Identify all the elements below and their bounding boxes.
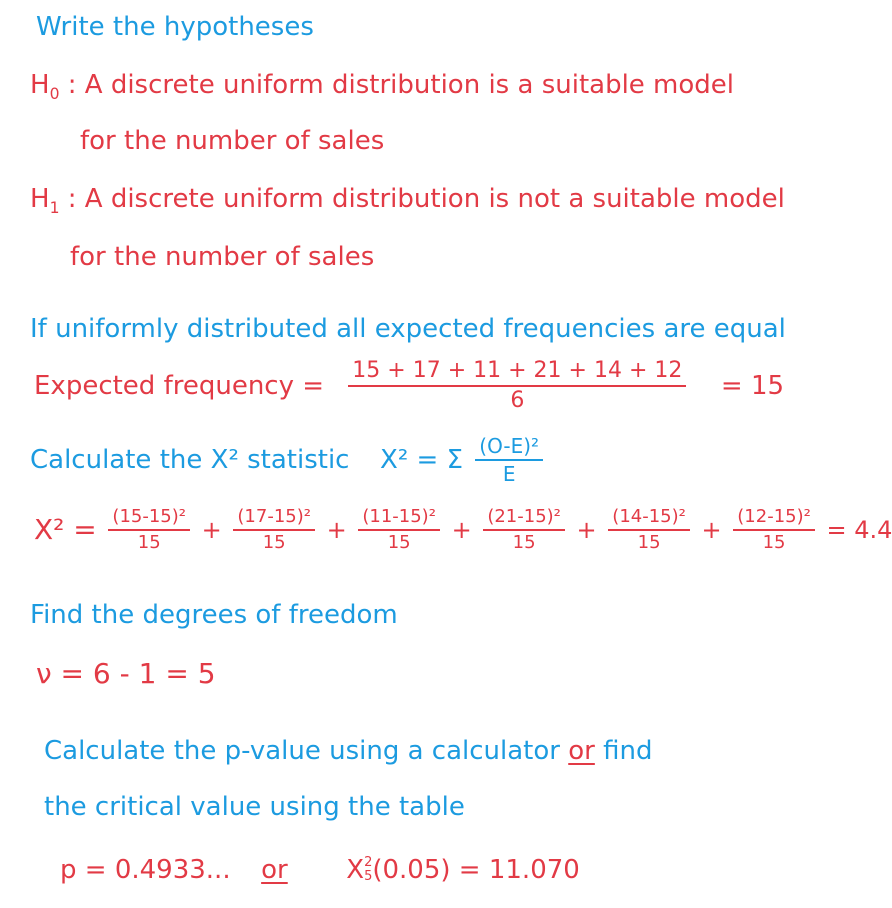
step5-text-b: find (603, 736, 653, 766)
h0-line2: for the number of sales (80, 126, 385, 156)
term-numerator: (11-15)² (358, 508, 440, 531)
term-numerator: (14-15)² (608, 508, 690, 531)
step5-line1 (44, 738, 652, 764)
formula-denominator: E (502, 462, 516, 486)
step2-heading: If uniformly distributed all expected frequencies are equal (30, 314, 786, 344)
term-4 (483, 508, 565, 552)
term-denominator: 15 (137, 532, 161, 553)
calc-result: = 4.4 (826, 516, 892, 544)
degrees-of-freedom: ν = 6 - 1 = 5 (36, 657, 216, 690)
result-or: or (261, 854, 288, 885)
expected-frequency-line (34, 360, 784, 412)
expected-fraction (348, 360, 686, 412)
term-denominator: 15 (387, 532, 411, 553)
term-3 (358, 508, 440, 552)
term-numerator: (17-15)² (233, 508, 315, 531)
h1-line1 (30, 186, 785, 217)
step3-heading: Calculate the X² statistic (30, 445, 350, 475)
expected-numerator: 15 + 17 + 11 + 21 + 14 + 12 (348, 360, 686, 387)
plus-sign: + (326, 516, 347, 544)
plus-sign: + (201, 516, 222, 544)
plus-sign: + (701, 516, 722, 544)
term-numerator: (12-15)² (733, 508, 815, 531)
critical-rest: (0.05) = 11.070 (372, 854, 580, 885)
formula-lhs: X² = Σ (380, 445, 463, 475)
expected-denominator: 6 (510, 388, 525, 413)
term-numerator: (21-15)² (483, 508, 565, 531)
term-denominator: 15 (762, 532, 786, 553)
critical-value (346, 855, 580, 885)
term-denominator: 15 (512, 532, 536, 553)
term-2 (233, 508, 315, 552)
result-line (60, 856, 580, 885)
h1-line2: for the number of sales (70, 242, 375, 272)
h0-label: H (30, 70, 50, 100)
h1-label: H (30, 184, 50, 214)
term-1 (108, 508, 190, 552)
formula-fraction (475, 436, 543, 484)
h0-text: : A discrete uniform distribution is a suitable model (67, 70, 735, 100)
plus-sign: + (576, 516, 597, 544)
h1-text: : A discrete uniform distribution is not a suitable model (67, 184, 785, 214)
calc-lhs: X² = (34, 513, 97, 546)
step4-heading: Find the degrees of freedom (30, 600, 398, 630)
step1-heading: Write the hypotheses (36, 12, 314, 42)
chi-squared-calculation (34, 508, 892, 552)
step3-row (30, 436, 547, 484)
h0-subscript: 0 (49, 85, 60, 104)
expected-result: = 15 (720, 371, 785, 401)
step5-line2: the critical value using the table (44, 792, 465, 822)
step5-text-a: Calculate the p-value using a calculator (44, 736, 560, 766)
term-denominator: 15 (637, 532, 661, 553)
plus-sign: + (451, 516, 472, 544)
step5-or-underlined: or (568, 736, 595, 766)
p-value: p = 0.4933... (60, 854, 231, 885)
critical-x: X (346, 854, 365, 885)
h0-line1 (30, 72, 734, 103)
term-6 (733, 508, 815, 552)
term-denominator: 15 (262, 532, 286, 553)
h1-subscript: 1 (49, 199, 60, 218)
formula-numerator: (O-E)² (475, 436, 543, 461)
term-5 (608, 508, 690, 552)
critical-subscript: 5 (364, 869, 373, 885)
term-numerator: (15-15)² (108, 508, 190, 531)
expected-label: Expected frequency = (34, 371, 325, 401)
critical-superscript: 2 (364, 855, 373, 870)
